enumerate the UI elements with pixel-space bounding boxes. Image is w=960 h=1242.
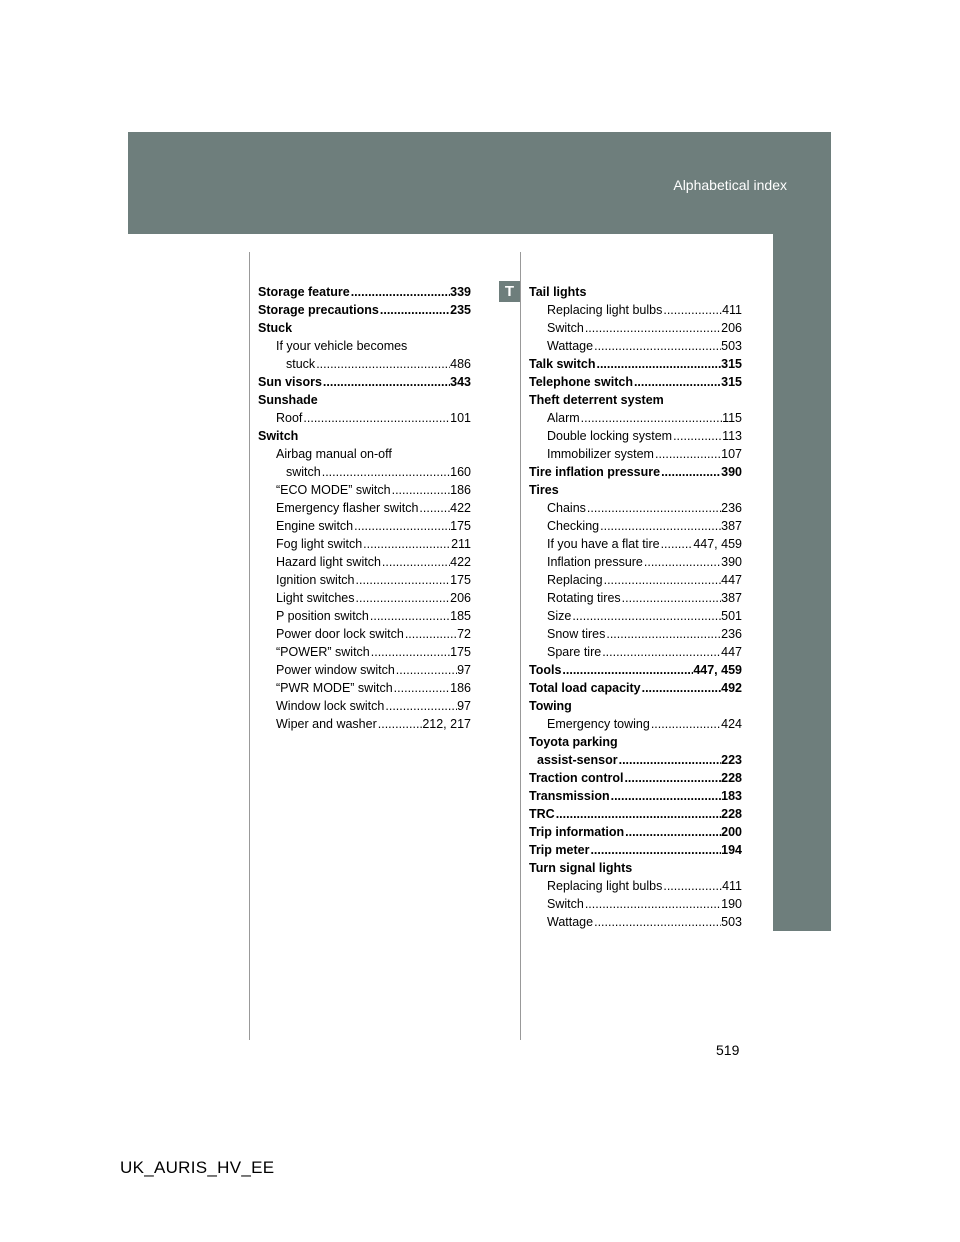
index-page-ref: 315: [721, 375, 742, 389]
dot-leader: [395, 661, 457, 679]
index-entry: [258, 517, 471, 535]
index-page-ref: 387: [721, 591, 742, 605]
index-entry-text: P position switch: [276, 609, 369, 623]
index-entry-text: switch: [286, 465, 321, 479]
dot-leader: [584, 319, 721, 337]
index-entry-text: TRC: [529, 807, 555, 821]
index-entry-text: Double locking system: [547, 429, 673, 443]
index-entry-text: Emergency towing: [547, 717, 650, 731]
index-heading-text: Sunshade: [258, 393, 318, 407]
index-heading-text: Tires: [529, 483, 559, 497]
index-heading: [529, 859, 742, 877]
dot-leader: [641, 679, 722, 697]
index-entry-text: “ECO MODE” switch: [276, 483, 391, 497]
index-entry-text: Telephone switch: [529, 375, 633, 389]
index-entry: [258, 409, 471, 427]
index-page-ref: 447: [721, 573, 742, 587]
index-page-ref: 223: [721, 753, 742, 767]
index-page-ref: 97: [457, 699, 471, 713]
index-entry: [529, 571, 742, 589]
index-page-ref: 212, 217: [422, 717, 471, 731]
index-entry-text: Trip information: [529, 825, 625, 839]
side-thumb-tab: [773, 234, 831, 931]
index-entry: [529, 355, 742, 373]
dot-leader: [315, 355, 450, 373]
index-heading: [258, 445, 471, 463]
index-entry-text: Snow tires: [547, 627, 606, 641]
dot-leader: [322, 373, 450, 391]
dot-leader: [599, 517, 721, 535]
index-entry-text: “POWER” switch: [276, 645, 370, 659]
index-page-ref: 101: [450, 411, 471, 425]
index-entry-text: Hazard light switch: [276, 555, 381, 569]
index-entry-text: Tire inflation pressure: [529, 465, 661, 479]
index-page-ref: 175: [450, 645, 471, 659]
index-heading-text: Airbag manual on-off: [276, 447, 392, 461]
column-divider-right: [520, 252, 521, 1040]
index-heading-text: Towing: [529, 699, 572, 713]
index-heading: [529, 283, 742, 301]
index-column-right: [529, 283, 742, 931]
section-title: Alphabetical index: [673, 177, 787, 193]
index-page-ref: 501: [721, 609, 742, 623]
index-entry-text: Immobilizer system: [547, 447, 654, 461]
index-entry-text: Total load capacity: [529, 681, 641, 695]
index-entry-text: Switch: [547, 321, 584, 335]
index-page-ref: 206: [450, 591, 471, 605]
index-entry: [529, 895, 742, 913]
index-entry-text: Sun visors: [258, 375, 322, 389]
index-column-left: [258, 283, 471, 733]
index-entry: [258, 661, 471, 679]
index-entry: [258, 625, 471, 643]
index-entry: [529, 661, 742, 679]
index-entry: [529, 319, 742, 337]
dot-leader: [650, 715, 721, 733]
index-entry-text: Emergency flasher switch: [276, 501, 419, 515]
index-entry: [258, 283, 471, 301]
index-page-ref: 343: [450, 375, 471, 389]
index-entry-text: Storage feature: [258, 285, 350, 299]
index-entry-text: Fog light switch: [276, 537, 363, 551]
index-entry-text: Window lock switch: [276, 699, 385, 713]
dot-leader: [643, 553, 721, 571]
dot-leader: [605, 625, 721, 643]
index-entry: [529, 679, 742, 697]
dot-leader: [603, 571, 722, 589]
index-heading-text: Toyota parking: [529, 735, 618, 749]
index-entry: [529, 643, 742, 661]
index-entry: [529, 769, 742, 787]
index-entry-text: Inflation pressure: [547, 555, 643, 569]
index-entry-text: Storage precautions: [258, 303, 379, 317]
dot-leader: [624, 823, 721, 841]
header-band: [128, 132, 831, 234]
index-entry-text: Chains: [547, 501, 586, 515]
index-entry-text: Tools: [529, 663, 562, 677]
index-heading: [529, 733, 742, 751]
dot-leader: [571, 607, 721, 625]
index-page-ref: 228: [721, 771, 742, 785]
footer-code: UK_AURIS_HV_EE: [120, 1158, 275, 1177]
index-heading-text: Switch: [258, 429, 299, 443]
dot-leader: [660, 535, 694, 553]
dot-leader: [618, 751, 722, 769]
index-entry: [529, 625, 742, 643]
index-page-ref: 387: [721, 519, 742, 533]
dot-leader: [662, 877, 722, 895]
index-entry-text: Switch: [547, 897, 584, 911]
index-page-ref: 175: [450, 573, 471, 587]
dot-leader: [593, 337, 721, 355]
index-heading-text: Theft deterrent system: [529, 393, 664, 407]
index-page-ref: 411: [722, 303, 742, 317]
index-page-ref: 315: [721, 357, 742, 371]
index-page-ref: 186: [450, 483, 471, 497]
index-entry: [529, 553, 742, 571]
index-entry-text: If you have a flat tire: [547, 537, 660, 551]
dot-leader: [391, 481, 451, 499]
index-heading: [529, 697, 742, 715]
index-page-ref: 236: [721, 501, 742, 515]
dot-leader: [379, 301, 450, 319]
index-entry: [258, 481, 471, 499]
index-entry: [529, 427, 742, 445]
index-page-ref: 200: [721, 825, 742, 839]
index-entry: [258, 301, 471, 319]
index-entry-text: Trip meter: [529, 843, 590, 857]
index-entry-text: Size: [547, 609, 572, 623]
index-entry-text: Talk switch: [529, 357, 596, 371]
index-entry-text: Traction control: [529, 771, 624, 785]
index-entry: [529, 409, 742, 427]
index-entry: [529, 913, 742, 931]
index-entry: [258, 697, 471, 715]
index-page-ref: 447, 459: [693, 537, 742, 551]
dot-leader: [621, 589, 721, 607]
dot-leader: [660, 463, 721, 481]
index-entry: [258, 463, 471, 481]
dot-leader: [353, 517, 450, 535]
index-page-ref: 422: [450, 555, 471, 569]
index-page-ref: 447: [721, 645, 742, 659]
index-page-ref: 236: [721, 627, 742, 641]
index-entry: [529, 787, 742, 805]
dot-leader: [362, 535, 451, 553]
index-heading-text: Tail lights: [529, 285, 587, 299]
index-entry-text: Alarm: [547, 411, 580, 425]
index-page-ref: 194: [721, 843, 742, 857]
index-entry: [529, 517, 742, 535]
index-entry: [258, 373, 471, 391]
index-entry: [529, 751, 742, 769]
index-entry: [529, 823, 742, 841]
index-entry: [529, 805, 742, 823]
index-entry-text: Spare tire: [547, 645, 602, 659]
index-entry: [258, 589, 471, 607]
index-page-ref: 235: [450, 303, 471, 317]
dot-leader: [672, 427, 722, 445]
index-entry-text: Checking: [547, 519, 600, 533]
index-entry: [529, 445, 742, 463]
index-page-ref: 186: [450, 681, 471, 695]
dot-leader: [589, 841, 721, 859]
index-page-ref: 183: [721, 789, 742, 803]
dot-leader: [561, 661, 693, 679]
column-divider-left: [249, 252, 250, 1040]
index-entry-text: Ignition switch: [276, 573, 355, 587]
index-heading-text: If your vehicle becomes: [276, 339, 408, 353]
dot-leader: [601, 643, 721, 661]
index-entry: [258, 679, 471, 697]
index-page-ref: 424: [721, 717, 742, 731]
index-page-ref: 160: [450, 465, 471, 479]
index-entry-text: Transmission: [529, 789, 610, 803]
index-page-ref: 115: [722, 411, 742, 425]
index-entry-text: Wattage: [547, 339, 594, 353]
dot-leader: [584, 895, 721, 913]
index-page-ref: 228: [721, 807, 742, 821]
index-entry-text: assist-sensor: [537, 753, 618, 767]
dot-leader: [610, 787, 722, 805]
index-entry: [529, 589, 742, 607]
index-entry: [529, 607, 742, 625]
dot-leader: [595, 355, 721, 373]
index-entry-text: Wiper and washer: [276, 717, 377, 731]
index-entry: [529, 301, 742, 319]
index-entry: [529, 841, 742, 859]
index-page-ref: 206: [721, 321, 742, 335]
index-entry-text: Replacing light bulbs: [547, 303, 663, 317]
dot-leader: [593, 913, 721, 931]
index-page-ref: 72: [457, 627, 471, 641]
index-entry: [258, 571, 471, 589]
index-page-ref: 97: [457, 663, 471, 677]
index-page-ref: 339: [450, 285, 471, 299]
index-entry: [258, 715, 471, 733]
index-entry: [258, 607, 471, 625]
index-entry: [529, 499, 742, 517]
index-entry: [258, 553, 471, 571]
index-entry: [529, 715, 742, 733]
dot-leader: [586, 499, 721, 517]
section-letter-badge: T: [499, 281, 520, 302]
index-entry-text: Light switches: [276, 591, 355, 605]
index-entry: [258, 535, 471, 553]
dot-leader: [355, 589, 451, 607]
dot-leader: [555, 805, 721, 823]
dot-leader: [633, 373, 721, 391]
index-page-ref: 107: [721, 447, 742, 461]
index-entry-text: Roof: [276, 411, 303, 425]
index-heading: [258, 319, 471, 337]
index-page-ref: 175: [450, 519, 471, 533]
index-entry-text: “PWR MODE” switch: [276, 681, 393, 695]
dot-leader: [350, 283, 450, 301]
dot-leader: [418, 499, 450, 517]
index-entry-text: Power door lock switch: [276, 627, 404, 641]
dot-leader: [355, 571, 451, 589]
index-entry: [258, 499, 471, 517]
dot-leader: [321, 463, 450, 481]
dot-leader: [377, 715, 423, 733]
index-page-ref: 211: [451, 537, 471, 551]
index-entry: [529, 373, 742, 391]
index-page-ref: 411: [722, 879, 742, 893]
dot-leader: [370, 643, 450, 661]
index-heading-text: Turn signal lights: [529, 861, 633, 875]
dot-leader: [381, 553, 450, 571]
index-entry: [529, 463, 742, 481]
dot-leader: [404, 625, 457, 643]
index-entry: [529, 535, 742, 553]
index-page-ref: 113: [722, 429, 742, 443]
index-entry: [529, 877, 742, 895]
index-entry-text: stuck: [286, 357, 316, 371]
index-entry-text: Replacing light bulbs: [547, 879, 663, 893]
index-page-ref: 486: [450, 357, 471, 371]
index-heading: [258, 391, 471, 409]
index-entry-text: Engine switch: [276, 519, 354, 533]
index-heading: [529, 481, 742, 499]
index-page-ref: 447, 459: [693, 663, 742, 677]
index-page-ref: 503: [721, 915, 742, 929]
dot-leader: [384, 697, 457, 715]
dot-leader: [369, 607, 450, 625]
index-page-ref: 503: [721, 339, 742, 353]
dot-leader: [662, 301, 722, 319]
index-heading: [258, 337, 471, 355]
dot-leader: [393, 679, 450, 697]
dot-leader: [580, 409, 722, 427]
index-page-ref: 492: [721, 681, 742, 695]
index-entry: [258, 355, 471, 373]
index-entry: [529, 337, 742, 355]
index-entry: [258, 643, 471, 661]
dot-leader: [654, 445, 721, 463]
index-entry-text: Replacing: [547, 573, 603, 587]
index-entry-text: Wattage: [547, 915, 594, 929]
index-heading-text: Stuck: [258, 321, 293, 335]
index-page-ref: 422: [450, 501, 471, 515]
index-page-ref: 390: [721, 465, 742, 479]
index-entry-text: Power window switch: [276, 663, 395, 677]
index-page-ref: 390: [721, 555, 742, 569]
index-entry-text: Rotating tires: [547, 591, 621, 605]
index-page-ref: 185: [450, 609, 471, 623]
page-number: 519: [716, 1042, 740, 1058]
index-heading: [258, 427, 471, 445]
dot-leader: [302, 409, 450, 427]
index-page-ref: 190: [721, 897, 742, 911]
index-heading: [529, 391, 742, 409]
dot-leader: [623, 769, 721, 787]
